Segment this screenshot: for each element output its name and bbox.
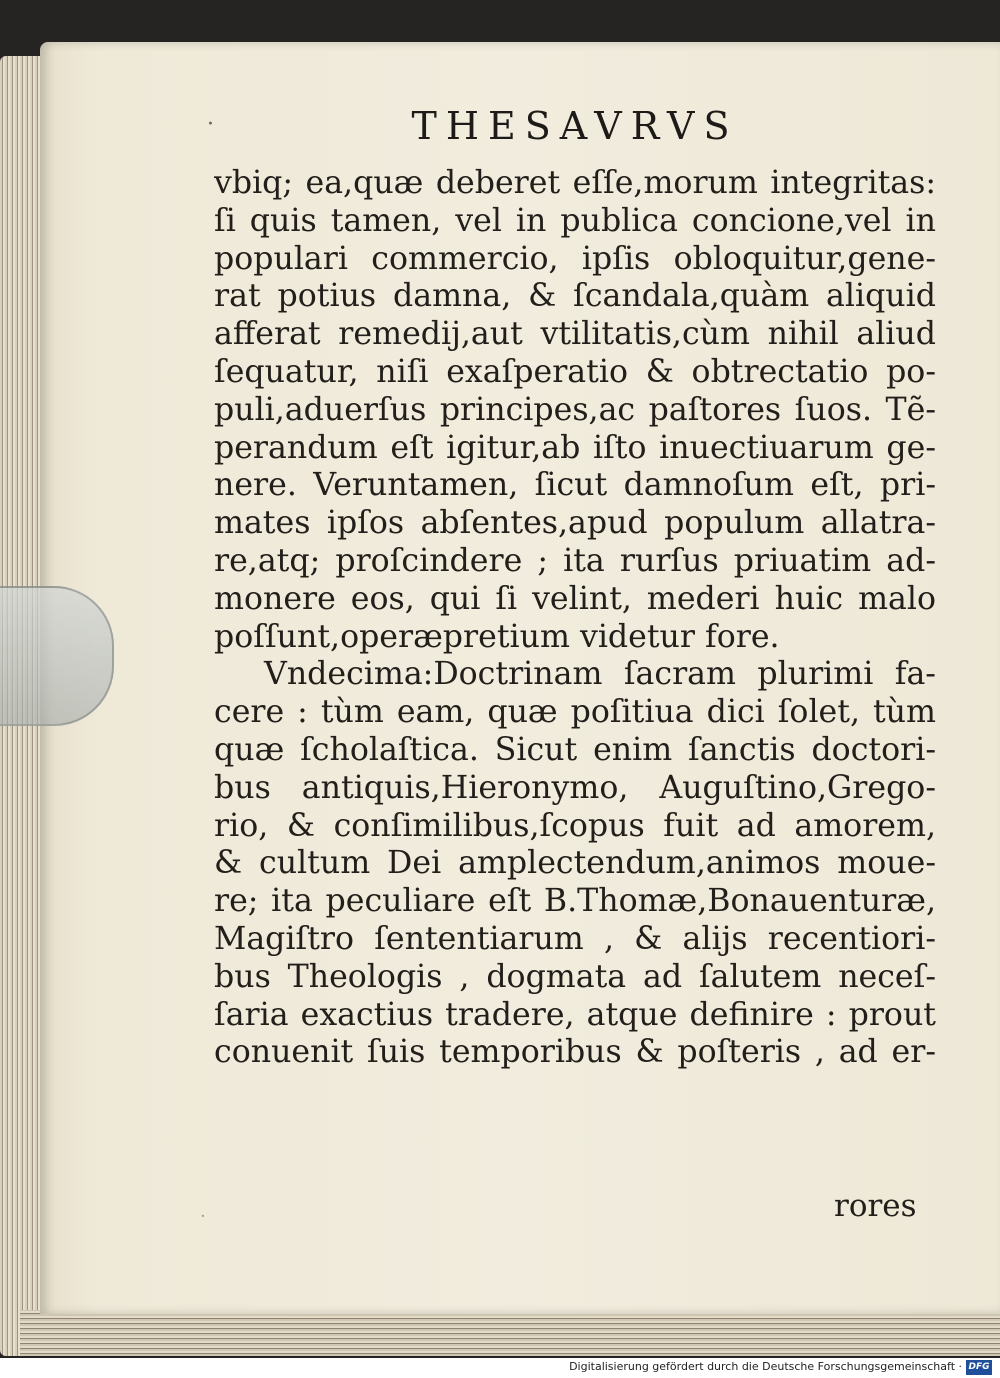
text-line: populari commercio, ipſis obloquitur,gene- [214,240,936,277]
text-line: afferat remedij,aut vtilitatis,cùm nihil aliud [214,316,936,353]
text-line: poſſunt,operæpretium videtur fore. [214,618,780,655]
funding-credit: Digitalisierung gefördert durch die Deutsche Forschungsgemeinschaft · [569,1360,962,1373]
text-line: perandum eſt igitur,ab iſto inuectiuarum ge- [214,429,936,466]
text-line: ſaria exactius tradere, atque definire : prout [214,996,936,1033]
text-line: Vndecima:Doctrinam ſacram plurimi fa- [264,656,936,693]
page-clip [0,586,114,726]
text-line: bus Theologis , dogmata ad ſalutem neceſ- [214,958,936,995]
catchword: rores [834,1188,917,1224]
text-line: cere : tùm eam, quæ poſitiua dici ſolet, tùm [214,694,936,731]
text-line: rat potius damna, & ſcandala,quàm aliquid [214,278,936,315]
running-header: THESAVRVS [411,104,739,148]
text-line: rio, & conſimilibus,ſcopus fuit ad amorem, [214,807,936,844]
text-line: vbiq; ea,quæ deberet eſſe,morum integritas: [214,165,936,201]
footer-bar [0,1358,1000,1378]
text-line: quæ ſcholaſtica. Sicut enim ſanctis doctori- [214,731,936,768]
text-line: ſequatur, niſi exaſperatio & obtrectatio po- [214,353,936,390]
text-line: mates ipſos abſentes,apud populum allatra- [214,505,936,542]
page-edges-bottom [20,1310,1000,1356]
text-line: bus antiquis,Hieronymo, Auguſtino,Grego- [214,769,936,806]
text-line: puli,aduerſus principes,ac paſtores ſuos. Tẽ- [214,391,936,428]
margin-mark: · [207,112,214,137]
text-line: conuenit ſuis temporibus & poſteris , ad er- [214,1034,936,1071]
text-line: monere eos, qui ſi velint, mederi huic malo [214,580,936,617]
text-line: nere. Veruntamen, ſicut damnoſum eſt, pri- [214,467,936,504]
text-line: re,atq; proſcindere ; ita rurſus priuatim ad- [214,542,936,579]
text-line: re; ita peculiare eſt B.Thomæ,Bonauenturæ, [214,883,936,920]
body-text [214,165,936,1072]
text-line: & cultum Dei amplectendum,animos moue- [214,845,936,882]
bleed-through-marks: · [200,1206,206,1227]
text-line: Magiſtro ſententiarum , & alijs recentiori- [214,920,936,957]
dfg-logo-icon: DFG [966,1360,992,1375]
text-line: ſi quis tamen, vel in publica concione,vel in [214,202,936,239]
